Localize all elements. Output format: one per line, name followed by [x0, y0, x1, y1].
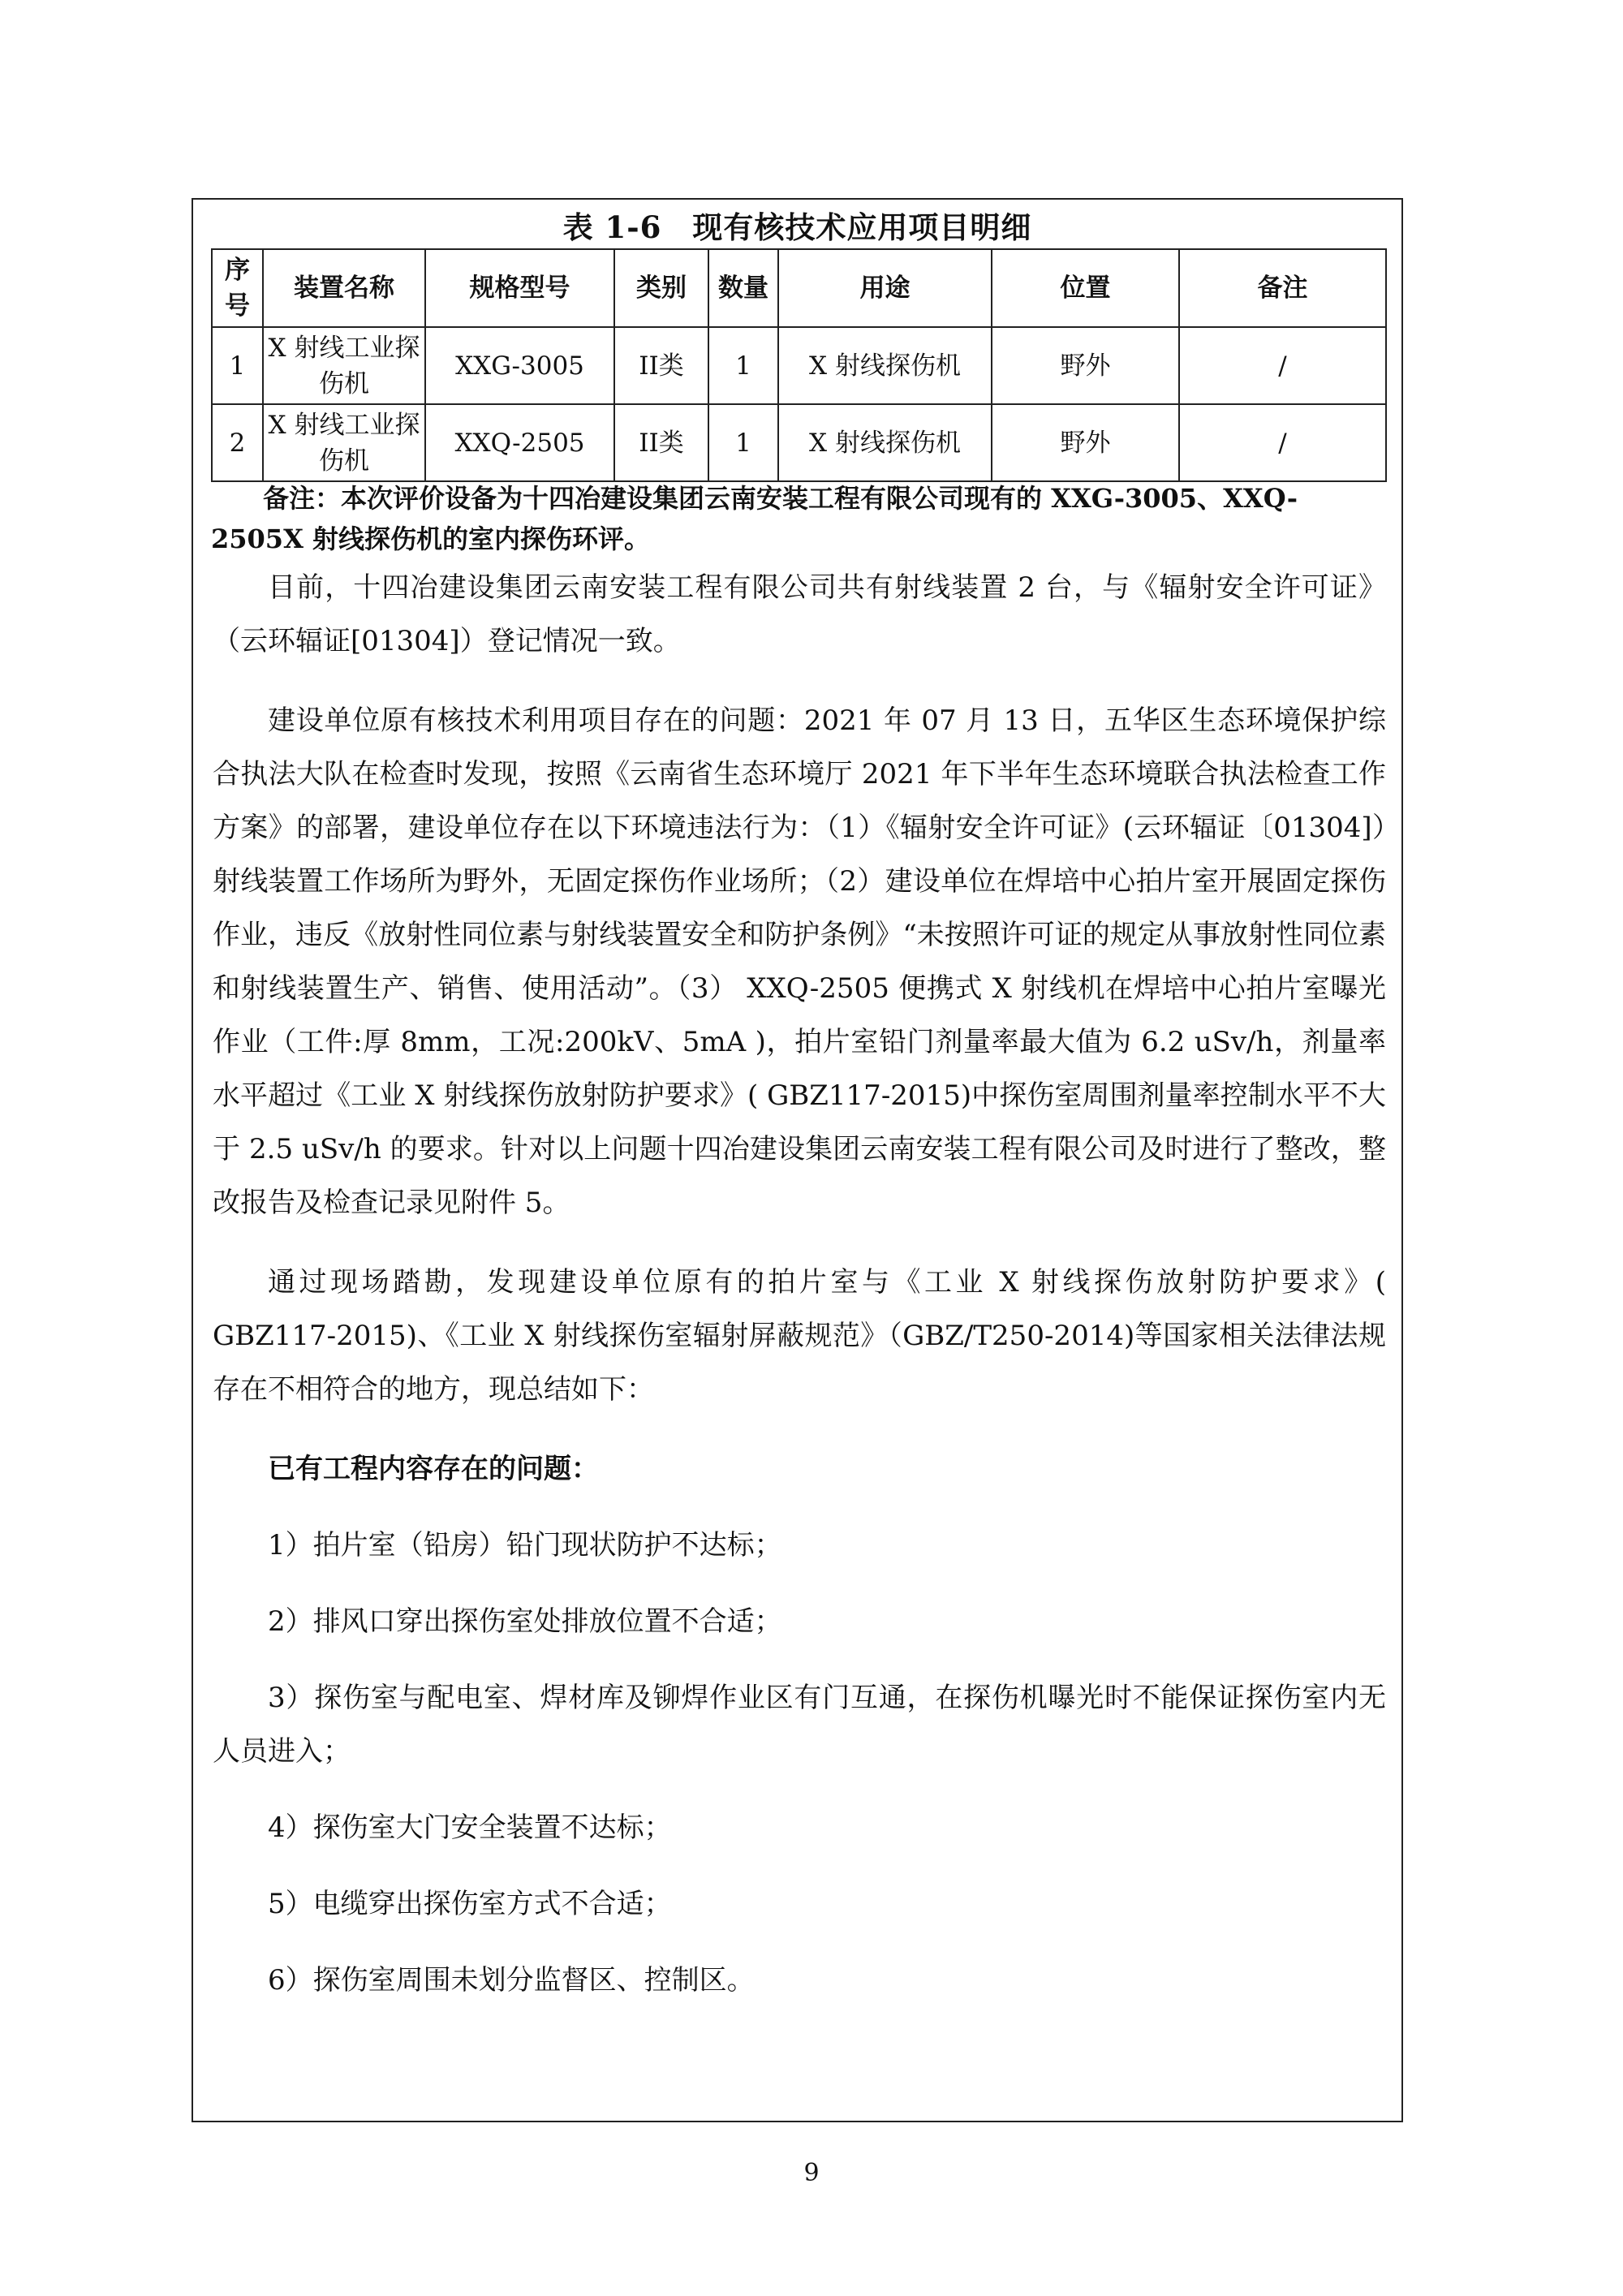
- cell-usage: X 射线探伤机: [778, 327, 992, 404]
- issue-item: 5）电缆穿出探伤室方式不合适；: [268, 1888, 672, 1920]
- table-row: [212, 404, 1386, 481]
- issue-item: 1）拍片室（铅房）铅门现状防护不达标；: [268, 1529, 782, 1562]
- paragraph-existing-problems: 建设单位原有核技术利用项目存在的问题：2021 年 07 月 13 日，五华区生态环境保护综合执法大队在检查时发现，按照《云南省生态环境厅 2021 年下半年生态环境联合执法检查工作方案》的部署，建设单位存在以下环境违法行为：（1）《辐射安全许可证》(云环辐证〔01304]）射线装置工作场所为野外，无固定探伤作业场所；（2）建设单位在焊培中心拍片室开展固定探伤作业，违反《放射性同位素与射线装置安全和防护条例》“未按照许可证的规定从事放射性同位素和射线装置生产、销售、使用活动”。（3） XXQ-2505 便携式 X 射线机在焊培中心拍片室曝光作业（工件:厚 8mm，工况:200kV、5mA )，拍片室铅门剂量率最大值为 6.2 uSv/h，剂量率水平超过《工业 X 射线探伤放射防护要求》( GBZ117-2015)中探伤室周围剂量率控制水平不大于 2.5 uSv/h 的要求。针对以上问题十四冶建设集团云南安装工程有限公司及时进行了整改，整改报告及检查记录见附件 5。: [213, 704, 1386, 1219]
- cell-usage: X 射线探伤机: [778, 404, 992, 481]
- issue-item: 4）探伤室大门安全装置不达标；: [268, 1811, 672, 1844]
- cell-quantity: 1: [708, 327, 778, 404]
- issue-item: 3）探伤室与配电室、焊材库及铆焊作业区有门互通，在探伤机曝光时不能保证探伤室内无人员进入；: [213, 1682, 1386, 1768]
- table-row: [212, 327, 1386, 404]
- cell-model: XXQ-2505: [425, 404, 614, 481]
- header-usage: 用途: [778, 249, 992, 327]
- table-note: 备注：本次评价设备为十四冶建设集团云南安装工程有限公司现有的 XXG-3005、XXQ-2505X 射线探伤机的室内探伤环评。: [211, 483, 1298, 554]
- equipment-table: [211, 248, 1387, 482]
- cell-index: 2: [212, 404, 263, 481]
- header-location: 位置: [992, 249, 1179, 327]
- issue-item: 2）排风口穿出探伤室处排放位置不合适；: [268, 1605, 782, 1638]
- issues-heading: 已有工程内容存在的问题：: [268, 1453, 599, 1485]
- table-header-row: [212, 249, 1386, 327]
- header-device-name: 装置名称: [263, 249, 425, 327]
- content-frame: [192, 198, 1403, 2122]
- body-text: [213, 561, 1386, 2030]
- header-quantity: 数量: [708, 249, 778, 327]
- cell-category: II类: [614, 404, 708, 481]
- cell-remarks: /: [1179, 327, 1386, 404]
- cell-remarks: /: [1179, 404, 1386, 481]
- paragraph-site-survey: 通过现场踏勘，发现建设单位原有的拍片室与《工业 X 射线探伤放射防护要求》( GBZ117-2015)、《工业 X 射线探伤室辐射屏蔽规范》（GBZ/T250-2014)等国家相关法律法规存在不相符合的地方，现总结如下：: [213, 1266, 1386, 1406]
- cell-index: 1: [212, 327, 263, 404]
- paragraph-current-devices: 目前，十四冶建设集团云南安装工程有限公司共有射线装置 2 台，与《辐射安全许可证》（云环辐证[01304]）登记情况一致。: [213, 571, 1386, 657]
- cell-device-name: X 射线工业探伤机: [263, 327, 425, 404]
- header-remarks: 备注: [1179, 249, 1386, 327]
- cell-quantity: 1: [708, 404, 778, 481]
- header-model: 规格型号: [425, 249, 614, 327]
- cell-location: 野外: [992, 327, 1179, 404]
- issue-item: 6）探伤室周围未划分监督区、控制区。: [268, 1964, 755, 1997]
- page-number: 9: [803, 2159, 820, 2187]
- table-title: 表 1-6 现有核技术应用项目明细: [562, 209, 1032, 245]
- cell-location: 野外: [992, 404, 1179, 481]
- cell-device-name: X 射线工业探伤机: [263, 404, 425, 481]
- cell-category: II类: [614, 327, 708, 404]
- header-index: 序号: [212, 249, 263, 327]
- header-category: 类别: [614, 249, 708, 327]
- cell-model: XXG-3005: [425, 327, 614, 404]
